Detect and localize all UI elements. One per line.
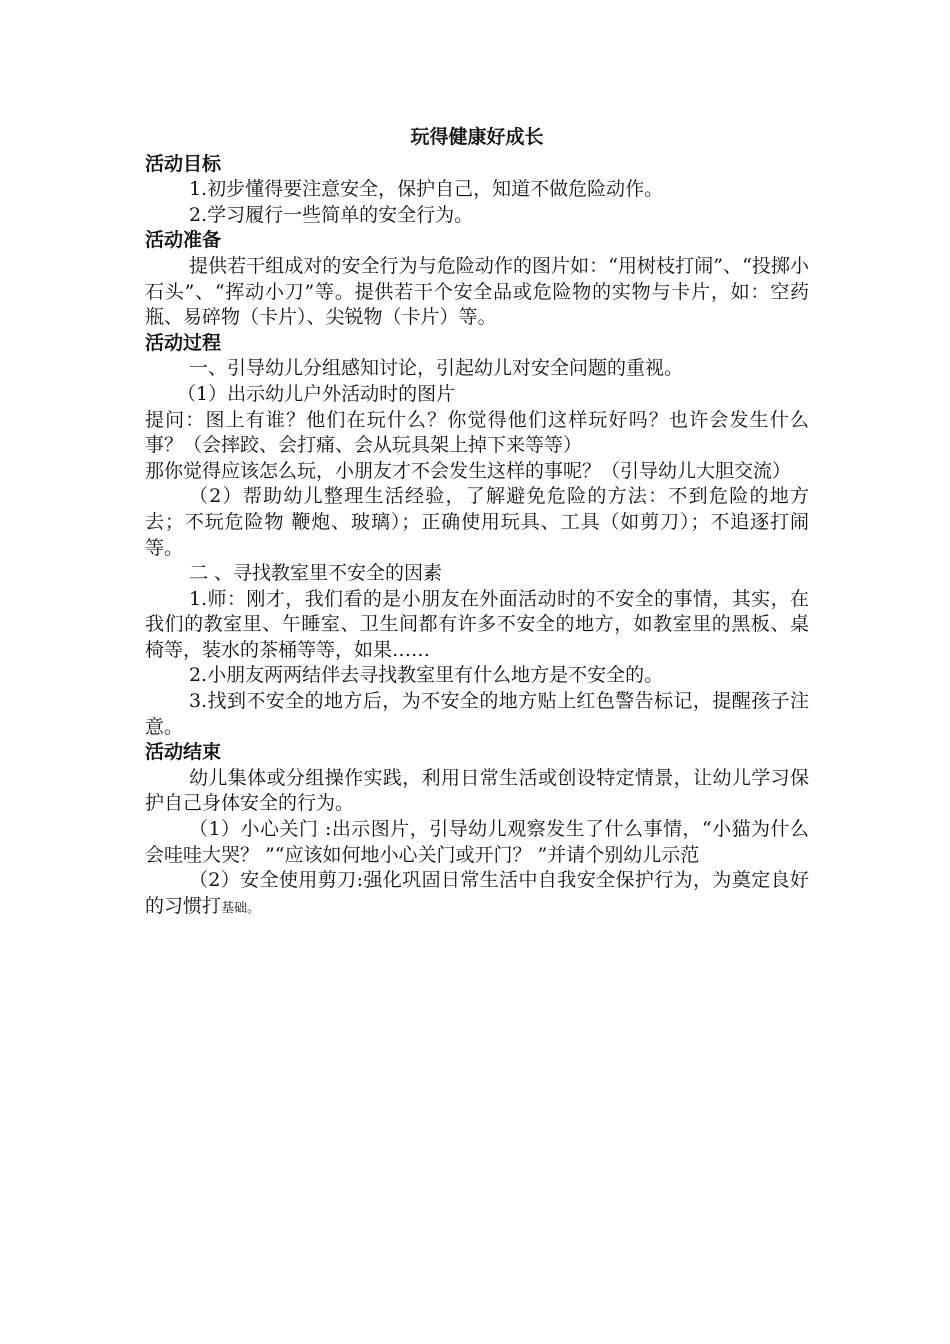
paragraph: 2.小朋友两两结伴去寻找教室里有什么地方是不安全的。 bbox=[189, 664, 664, 687]
paragraph: 提问：图上有谁？他们在玩什么？你觉得他们这样玩好吗？也许会发生什么事？（会摔跤、会打痛、会从玩具架上掉下来等等） bbox=[145, 408, 809, 457]
paragraph-text: （2）安全使用剪刀:强化巩固日常生活中自我安全保护行为，为奠定良好的习惯打 bbox=[145, 869, 809, 917]
section-heading-preparation: 活动准备 bbox=[145, 229, 222, 252]
document-title: 玩得健康好成长 bbox=[410, 126, 544, 148]
paragraph: （1）出示幼儿户外活动时的图片 bbox=[177, 382, 456, 405]
paragraph: 2.学习履行一些简单的安全行为。 bbox=[189, 203, 474, 226]
document-body bbox=[145, 125, 809, 921]
paragraph: （2）帮助幼儿整理生活经验，了解避免危险的方法：不到危险的地方去；不玩危险物 鞭炮、玻璃）；正确使用玩具、工具（如剪刀）；不追逐打闹等。 bbox=[145, 485, 809, 559]
paragraph: 提供若干组成对的安全行为与危险动作的图片如：“用树枝打闹”、“投掷小石头”、“挥动小刀”等。提供若干个安全品或危险物的实物与卡片，如：空药瓶、易碎物（卡片）、尖锐物（卡片）等。 bbox=[145, 254, 809, 329]
paragraph: 二 、寻找教室里不安全的因素 bbox=[189, 562, 443, 585]
paragraph: 那你觉得应该怎么玩，小朋友才不会发生这样的事呢？（引导幼儿大胆交流） bbox=[145, 459, 792, 482]
paragraph: 3.找到不安全的地方后，为不安全的地方贴上红色警告标记，提醒孩子注意。 bbox=[145, 690, 809, 738]
paragraph: 1.师：刚才，我们看的是小朋友在外面活动时的不安全的事情，其实，在我们的教室里、午睡室、卫生间都有许多不安全的地方，如教室里的黑板、桌椅等，装水的茶桶等等，如果…… bbox=[145, 587, 809, 661]
section-heading-ending: 活动结束 bbox=[145, 741, 222, 764]
section-heading-process: 活动过程 bbox=[145, 331, 222, 354]
paragraph-small-tail: 基础。 bbox=[221, 900, 261, 916]
paragraph: 幼儿集体或分组操作实践，利用日常生活或创设特定情景，让幼儿学习保护自己身体安全的行为。 bbox=[145, 766, 809, 815]
section-heading-goals: 活动目标 bbox=[145, 152, 222, 175]
paragraph: 1.初步懂得要注意安全，保护自己，知道不做危险动作。 bbox=[189, 178, 664, 201]
paragraph: （1）小心关门 :出示图片，引导幼儿观察发生了什么事情，“小猫为什么会哇哇大哭？ ”“应该如何地小心关门或开门？ ”并请个别幼儿示范 bbox=[145, 818, 809, 866]
paragraph-last bbox=[145, 868, 809, 921]
paragraph: 一、引导幼儿分组感知讨论，引起幼儿对安全问题的重视。 bbox=[189, 357, 684, 380]
